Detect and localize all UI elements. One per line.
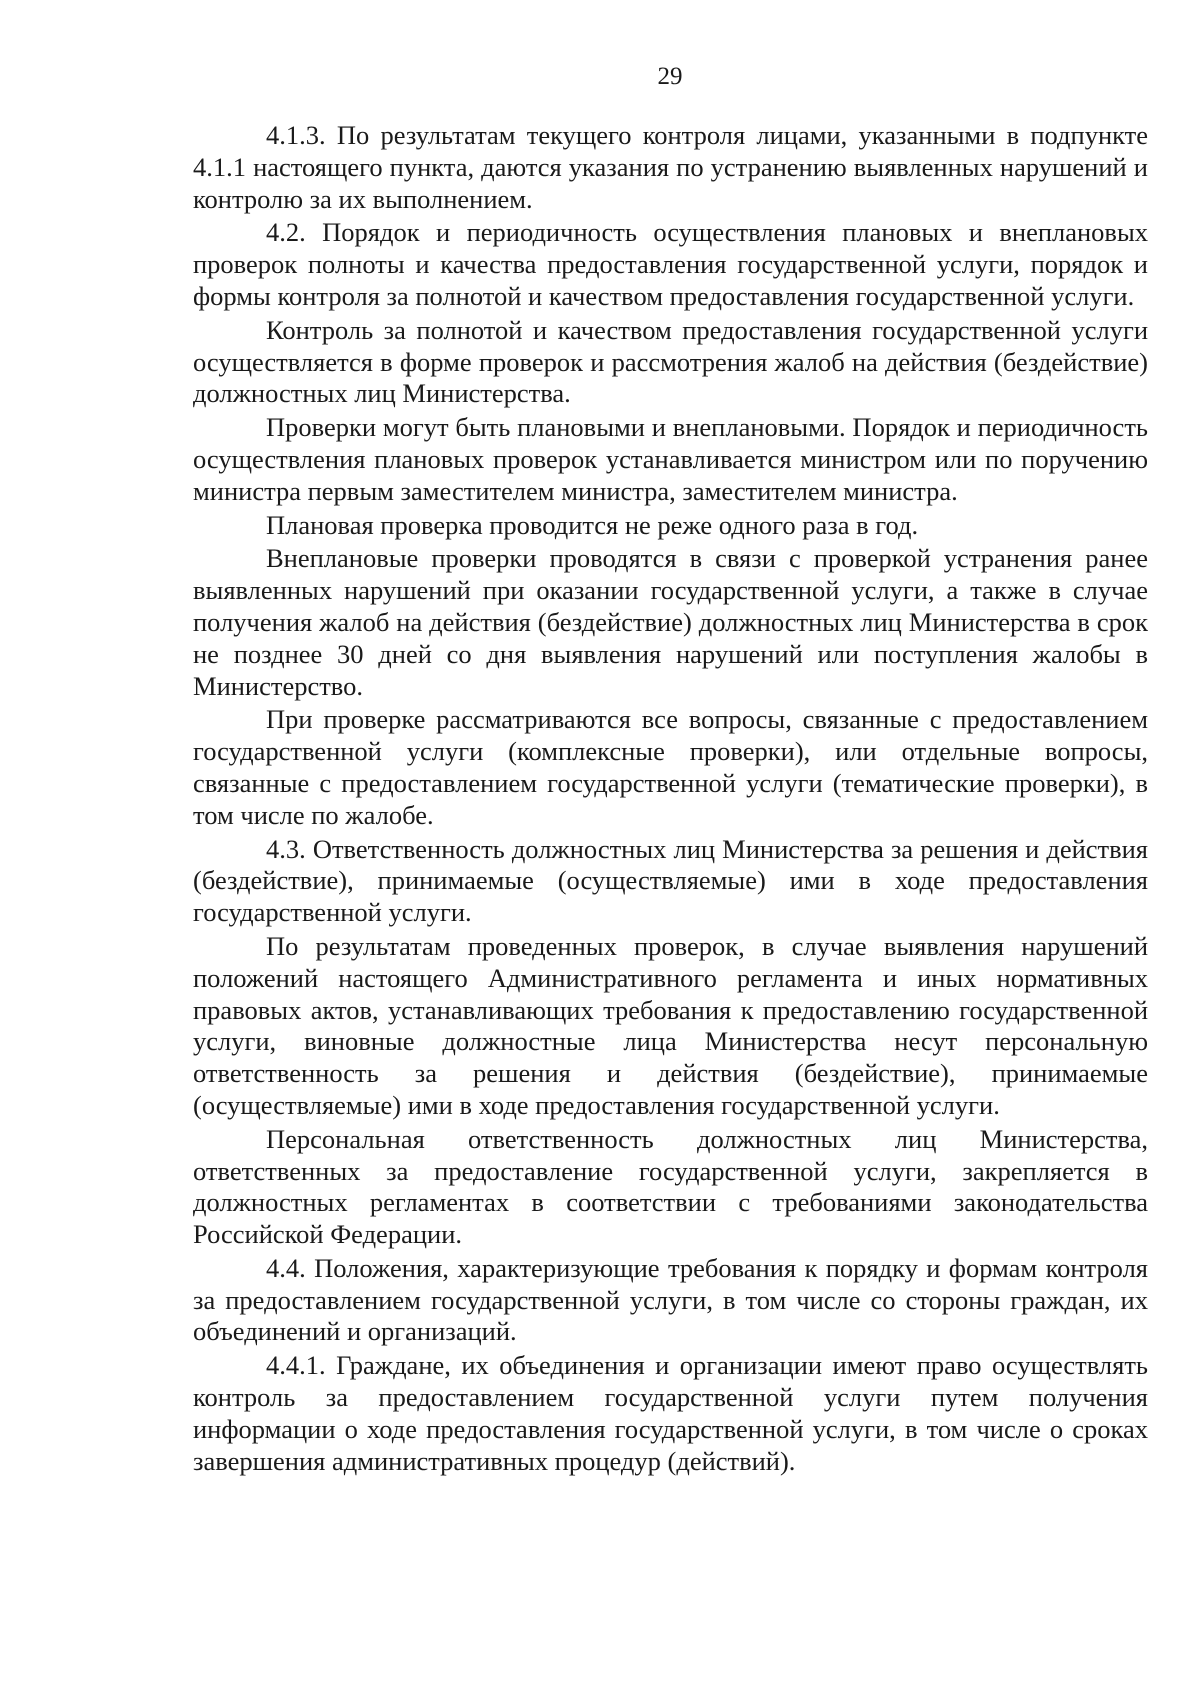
paragraph-planned-inspection: Плановая проверка проводится не реже одного раза в год. xyxy=(266,509,919,540)
paragraph-unplanned-inspection: Внеплановые проверки проводятся в связи с проверкой устранения ранее выявленных нарушений при оказании государственной услуги, а также в случае получения жалоб на действия (бездействие) должностных лиц Министерства в срок не позднее 30 дней со дня выявления нарушений или поступления жалобы в Министерство. xyxy=(193,543,1148,701)
paragraph-control-form: Контроль за полнотой и качеством предоставления государственной услуги осуществляется в форме проверок и рассмотрения жалоб на действия (бездействие) должностных лиц Министерства. xyxy=(193,314,1148,409)
page-number: 29 xyxy=(657,63,683,90)
paragraph-inspection-types: Проверки могут быть плановыми и внеплановыми. Порядок и периодичность осуществления плановых проверок устанавливается министром или по поручению министра первым заместителем министра, заместителем министра. xyxy=(193,412,1148,506)
paragraph-personal-responsibility: Персональная ответственность должностных лиц Министерства, ответственных за предоставление государственной услуги, закрепляется в должностных регламентах в соответствии с требованиями законодательства Российской Федерации. xyxy=(193,1123,1148,1250)
document-body xyxy=(193,120,1148,1479)
paragraph-4-3: 4.3. Ответственность должностных лиц Министерства за решения и действия (бездействие), принимаемые (осуществляемые) ими в ходе предоставления государственной услуги. xyxy=(193,833,1148,928)
paragraph-4-4: 4.4. Положения, характеризующие требования к порядку и формам контроля за предоставлением государственной услуги, в том числе со стороны граждан, их объединений и организаций. xyxy=(193,1252,1148,1347)
paragraph-inspection-results: По результатам проведенных проверок, в случае выявления нарушений положений настоящего Административного регламента и иных нормативных правовых актов, устанавливающих требования к предоставлению государственной услуги, виновные должностные лица Министерства несут персональную ответственность за решения и действия (бездействие), принимаемые (осуществляемые) ими в ходе предоставления государственной услуги. xyxy=(193,930,1148,1120)
paragraph-inspection-scope: При проверке рассматриваются все вопросы, связанные с предоставлением государственной услуги (комплексные проверки), или отдельные вопросы, связанные с предоставлением государственной услуги (тематические проверки), в том числе по жалобе. xyxy=(193,704,1148,830)
paragraph-4-4-1: 4.4.1. Граждане, их объединения и организации имеют право осуществлять контроль за предоставлением государственной услуги путем получения информации о ходе предоставления государственной услуги, в том числе о сроках завершения административных процедур (действий). xyxy=(193,1350,1148,1476)
paragraph-4-1-3: 4.1.3. По результатам текущего контроля лицами, указанными в подпункте 4.1.1 настоящего пункта, даются указания по устранению выявленных нарушений и контролю за их выполнением. xyxy=(193,120,1148,214)
paragraph-4-2: 4.2. Порядок и периодичность осуществления плановых и внеплановых проверок полноты и качества предоставления государственной услуги, порядок и формы контроля за полнотой и качеством предоставления государственной услуги. xyxy=(193,217,1148,311)
